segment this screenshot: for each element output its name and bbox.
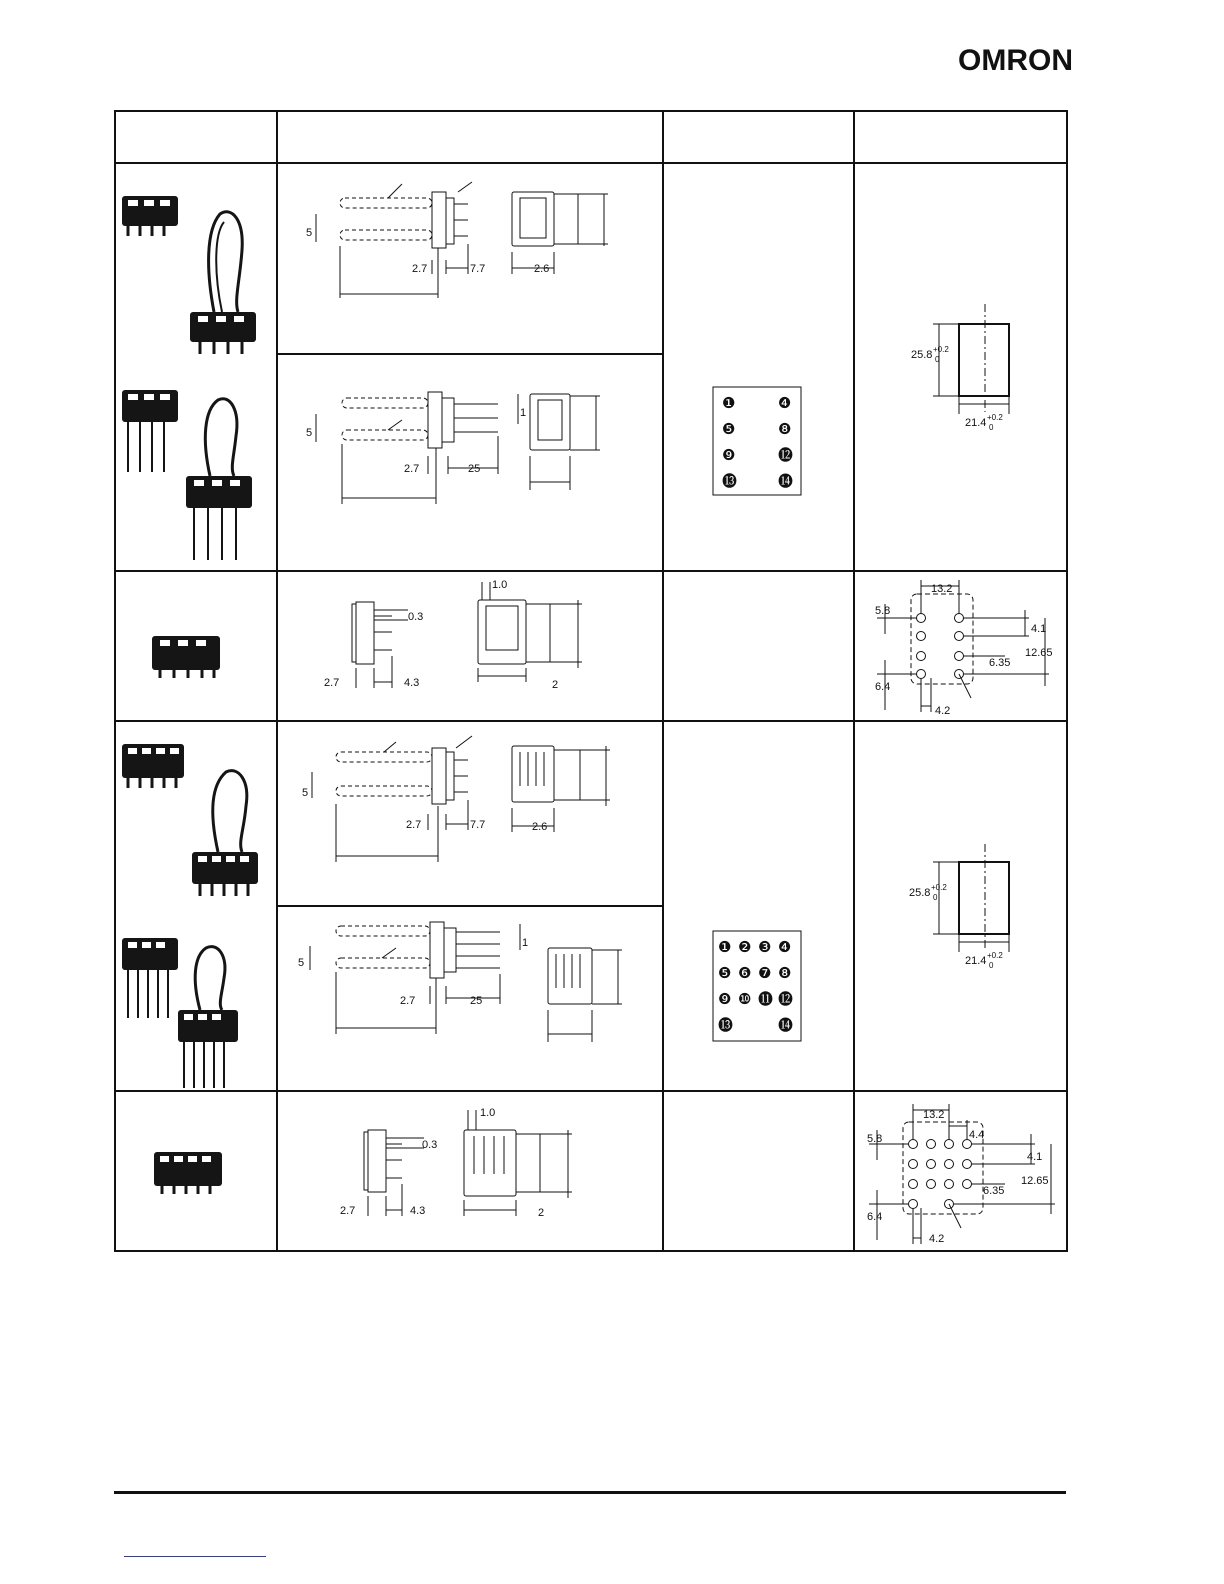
terminal-number: ⓮ [778, 1016, 794, 1034]
dim-label: 1.0 [492, 579, 508, 591]
terminal-number: ❺ [722, 420, 736, 438]
dim-label: 13.2 [923, 1109, 945, 1121]
dim-label: 2.7 [412, 263, 428, 275]
dim-label: 4.1 [1031, 623, 1047, 635]
dimension-drawing-row1 [278, 164, 663, 354]
dim-label: 5.8 [875, 605, 891, 617]
dim-label: 4.2 [929, 1233, 945, 1245]
socket-image-row2 [114, 380, 277, 580]
dim-label: 0.3 [422, 1139, 438, 1151]
dim-label: 1 [522, 937, 529, 949]
dim-label: 5 [306, 227, 313, 239]
cutout-height: 25.8 [909, 887, 931, 899]
dim-label: 4.4 [969, 1129, 985, 1141]
panel-cutout-row1 [855, 300, 1067, 430]
cutout-tolerance: 0 [933, 893, 938, 902]
dim-label: 2.7 [400, 995, 416, 1007]
dimension-drawing-row6 [278, 1092, 663, 1250]
terminal-number: ⓫ [758, 990, 774, 1008]
dim-label: 1 [520, 407, 527, 419]
footer-rule [114, 1491, 1066, 1494]
cutout-tolerance: +0.2 [933, 345, 949, 354]
cutout-tolerance: 0 [935, 355, 940, 364]
terminal-number: ⓬ [778, 446, 794, 464]
dim-label: 6.35 [989, 657, 1011, 669]
cutout-tolerance: +0.2 [931, 883, 947, 892]
terminal-number: ⓭ [718, 1016, 734, 1034]
terminal-number: ❽ [778, 420, 792, 438]
terminal-arrangement-14pin [712, 930, 804, 1044]
terminal-number: ❺ [718, 964, 732, 982]
terminal-number: ❶ [722, 394, 736, 412]
dim-label: 5 [298, 957, 305, 969]
dim-label: 25 [468, 463, 481, 475]
dimension-drawing-row3 [278, 572, 663, 720]
dim-label: 4.1 [1027, 1151, 1043, 1163]
dimension-drawing-row2 [278, 356, 663, 570]
dim-label: 25 [470, 995, 483, 1007]
terminal-number: ❼ [758, 964, 772, 982]
terminal-number: ⓭ [722, 472, 738, 490]
mounting-holes-row3 [855, 574, 1067, 720]
dim-label: 6.4 [867, 1211, 883, 1223]
dim-label: 0.3 [408, 611, 424, 623]
dim-label: 1.0 [480, 1107, 496, 1119]
cutout-tolerance: 0 [989, 423, 994, 430]
dim-label: 12.65 [1025, 647, 1053, 659]
cutout-tolerance: +0.2 [987, 413, 1003, 422]
terminal-number: ❹ [778, 394, 792, 412]
dim-label: 5 [306, 427, 313, 439]
terminal-number: ❹ [778, 938, 792, 956]
terminal-arrangement-8pin [712, 386, 804, 498]
cutout-height: 25.8 [911, 349, 933, 361]
socket-image-row6 [114, 1126, 277, 1226]
dim-label: 7.7 [470, 263, 486, 275]
cutout-width: 21.4 [965, 417, 987, 429]
cutout-tolerance: 0 [989, 961, 994, 970]
dim-label: 2 [552, 679, 559, 691]
dim-label: 12.65 [1021, 1175, 1049, 1187]
socket-image-row5 [114, 932, 277, 1092]
dim-label: 2.7 [406, 819, 422, 831]
dim-label: 2 [538, 1207, 545, 1219]
dim-label: 6.4 [875, 681, 891, 693]
dim-label: 6.35 [983, 1185, 1005, 1197]
panel-cutout-row4 [855, 840, 1067, 970]
dim-label: 2.7 [404, 463, 420, 475]
dim-label: 4.3 [410, 1205, 426, 1217]
terminal-number: ❾ [722, 446, 736, 464]
dim-label: 4.2 [935, 705, 951, 717]
dim-label: 5.8 [867, 1133, 883, 1145]
terminal-number: ❿ [738, 990, 752, 1008]
cutout-width: 21.4 [965, 955, 987, 967]
dimension-drawing-row4 [278, 722, 663, 906]
terminal-number: ❾ [718, 990, 732, 1008]
footer-link-underline[interactable] [124, 1556, 266, 1557]
dim-label: 7.7 [470, 819, 486, 831]
socket-image-row4 [114, 736, 277, 906]
dimension-drawing-row5 [278, 908, 663, 1090]
omron-logo: OMRON [958, 44, 1073, 77]
dim-label: 2.7 [340, 1205, 356, 1217]
terminal-number: ❷ [738, 938, 752, 956]
dim-label: 2.6 [532, 821, 548, 833]
dim-label: 13.2 [931, 583, 953, 595]
dim-label: 2.7 [324, 677, 340, 689]
terminal-number: ⓮ [778, 472, 794, 490]
mounting-holes-row6 [855, 1094, 1067, 1250]
socket-table [114, 110, 1068, 1252]
dim-label: 5 [302, 787, 309, 799]
dim-label: 2.6 [534, 263, 550, 275]
terminal-number: ❶ [718, 938, 732, 956]
dim-label: 4.3 [404, 677, 420, 689]
socket-image-row1 [114, 170, 277, 360]
terminal-number: ❽ [778, 964, 792, 982]
terminal-number: ❻ [738, 964, 752, 982]
cutout-tolerance: +0.2 [987, 951, 1003, 960]
terminal-number: ⓬ [778, 990, 794, 1008]
socket-image-row3 [114, 610, 277, 710]
terminal-number: ❸ [758, 938, 772, 956]
